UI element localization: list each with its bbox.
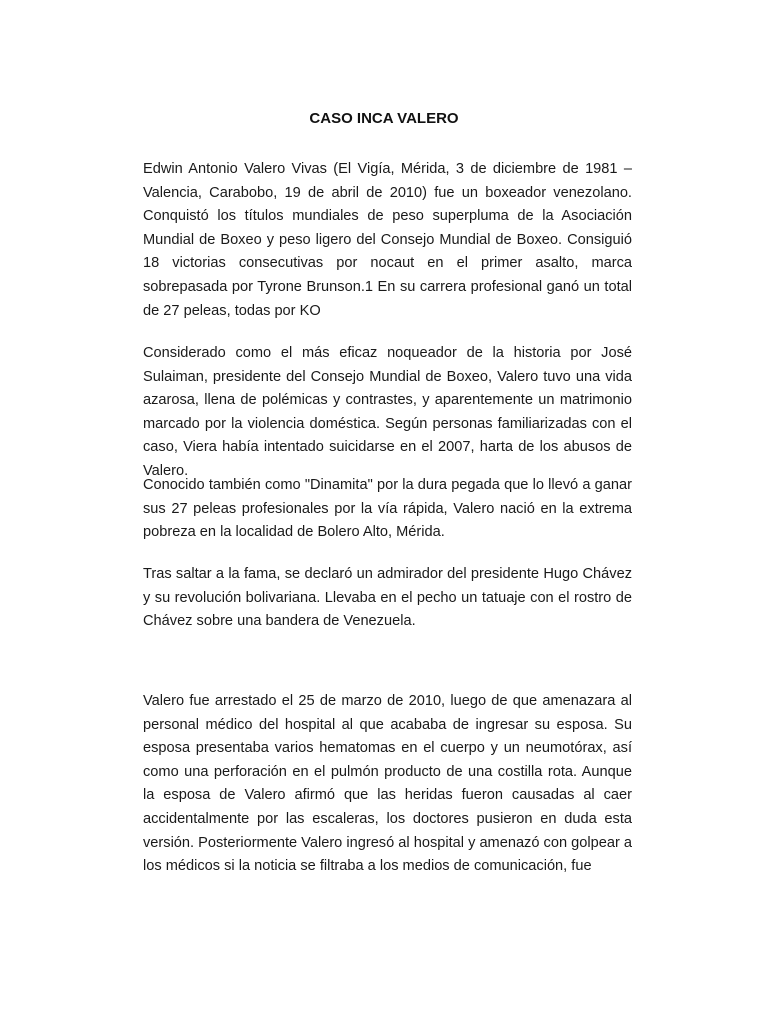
paragraph-biography: Edwin Antonio Valero Vivas (El Vigía, Mérida, 3 de diciembre de 1981 – Valencia, Carabobo, 19 de abril de 2010) fue un boxeador venezolano. Conquistó los títulos mundiales de peso superpluma de la Asociación Mundial de Boxeo y peso ligero del Consejo Mundial de Boxeo. Consiguió 18 victorias consecutivas por nocaut en el primer asalto, marca sobrepasada por Tyrone Brunson.1 En su carrera profesional ganó un total de 27 peleas, todas por KO	[143, 161, 632, 319]
paragraph-arrest: Valero fue arrestado el 25 de marzo de 2010, luego de que amenazara al personal médico del hospital al que acababa de ingresar su esposa. Su esposa presentaba varios hematomas en el cuerpo y un neumotórax, así como una perforación en el pulmón producto de una costilla rota. Aunque la esposa de Valero afirmó que las heridas fueron causadas al caer accidentalmente por las escaleras, los doctores pusieron en duda esta versión. Posteriormente Valero ingresó al hospital y amenazó con golpear a los médicos si la noticia se filtraba a los medios de comunicación, fue	[143, 693, 632, 875]
document-title: CASO INCA VALERO	[309, 110, 459, 127]
paragraph-noqueador: Considerado como el más eficaz noqueador de la historia por José Sulaiman, presidente del Consejo Mundial de Boxeo, Valero tuvo una vida azarosa, llena de polémicas y contrastes, y aparentemente un matrimonio marcado por la violencia doméstica. Según personas familiarizadas con el caso, Viera había intentado suicidarse en el 2007, harta de los abusos de Valero.	[143, 345, 632, 479]
paragraph-dinamita: Conocido también como "Dinamita" por la dura pegada que lo llevó a ganar sus 27 peleas profesionales por la vía rápida, Valero nació en la extrema pobreza en la localidad de Bolero Alto, Mérida.	[143, 477, 632, 541]
paragraph-chavez: Tras saltar a la fama, se declaró un admirador del presidente Hugo Chávez y su revolución bolivariana. Llevaba en el pecho un tatuaje con el rostro de Chávez sobre una bandera de Venezuela.	[143, 566, 632, 630]
